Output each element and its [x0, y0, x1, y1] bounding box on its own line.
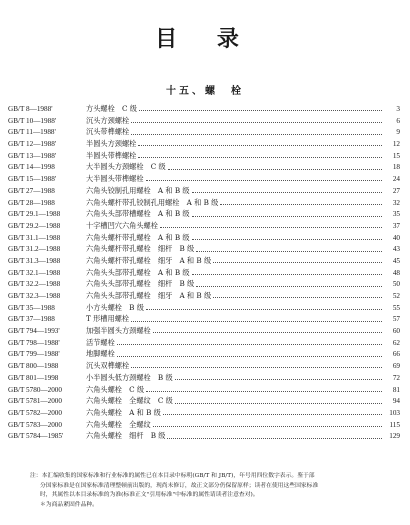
- footnote-line: 时，其属性以本目录标准的为准(标准正文"引用标准"中标准的属性请读者注意查对)。: [40, 492, 259, 498]
- standard-number: GB/T 37—1988: [8, 315, 55, 324]
- toc-entry[interactable]: [8, 302, 400, 314]
- footnote-line: 注：本汇编收集的国家标准和行业标准的属性已在本目录中标明(GB/T 和 JB/T)，年号用四位数字表示。鉴于部: [30, 473, 315, 479]
- standard-number: GB/T 794—1993': [8, 327, 60, 336]
- toc-entry[interactable]: [8, 243, 400, 255]
- standard-number: GB/T 28—1988: [8, 198, 55, 207]
- entry-title: 沉头带榫螺栓: [86, 127, 130, 137]
- standard-number: GB/T 800—1988: [8, 362, 59, 371]
- toc-entry[interactable]: [8, 372, 400, 384]
- toc-entry[interactable]: [8, 126, 400, 138]
- footnote-line: 分国家标准是在国家标准清理整顿前出版的，现尚未修订，故正文部分仍保留原样；读者在使用这些国家标准: [40, 482, 319, 489]
- standard-number: GB/T 29.1—1988: [8, 210, 61, 219]
- dot-leader: [213, 297, 382, 298]
- toc-entry[interactable]: [8, 278, 400, 290]
- entry-title: 六角头铰制孔用螺栓 A 和 B 级: [86, 185, 190, 195]
- page-number: 6: [396, 116, 400, 125]
- page-number: 48: [392, 268, 400, 277]
- page-number: 103: [389, 408, 400, 417]
- entry-title: 地脚螺栓: [86, 349, 115, 359]
- dot-leader: [131, 134, 382, 135]
- toc-entry[interactable]: [8, 395, 400, 407]
- entry-title: 活节螺栓: [86, 337, 115, 347]
- toc-entry[interactable]: [8, 115, 400, 127]
- entry-title: 六角头螺杆带孔螺栓 细杆 B 级: [86, 244, 195, 254]
- toc-entry[interactable]: [8, 220, 400, 232]
- toc-entry[interactable]: [8, 173, 400, 185]
- toc-entry[interactable]: [8, 407, 400, 419]
- standard-number: GB/T 5783—2000: [8, 420, 62, 429]
- standard-number: GB/T 31.3—1988: [8, 256, 61, 265]
- page-number: 3: [396, 105, 400, 113]
- toc-entry[interactable]: [8, 255, 400, 267]
- dot-leader: [163, 414, 382, 415]
- standard-number: GB/T 29.2—1988: [8, 221, 61, 230]
- dot-leader: [192, 274, 382, 275]
- toc-entry[interactable]: [8, 197, 400, 209]
- toc-entry[interactable]: [8, 232, 400, 244]
- dot-leader: [146, 180, 382, 181]
- page-number: 32: [392, 198, 400, 207]
- toc-entry[interactable]: [8, 185, 400, 197]
- page-number: 66: [392, 350, 400, 359]
- dot-leader: [146, 309, 382, 310]
- standard-number: GB/T 32.3—1988: [8, 292, 61, 300]
- entry-title: 六角头螺栓 全螺纹: [86, 419, 151, 429]
- standard-number: GB/T 27—1988: [8, 186, 55, 195]
- entry-title: 六角头螺栓 细杆 B 级: [86, 431, 166, 441]
- entry-title: 六角头螺栓 全螺纹 C 级: [86, 396, 173, 406]
- footnote-line: ＊为商品紧固件品种。: [40, 501, 98, 508]
- page-number: 57: [392, 315, 400, 324]
- toc-entry[interactable]: [8, 430, 400, 442]
- dot-leader: [213, 262, 382, 263]
- toc-entry[interactable]: [8, 103, 400, 115]
- page-number: 115: [389, 420, 400, 429]
- standard-number: GB/T 15—1988': [8, 175, 57, 184]
- dot-leader: [146, 391, 382, 392]
- standard-number: GB/T 13—1988': [8, 151, 57, 160]
- page-number: 94: [392, 397, 400, 406]
- standard-number: GB/T 14—1998: [8, 163, 55, 172]
- standard-number: GB/T 799—1988': [8, 350, 60, 359]
- standard-number: GB/T 5780—2000: [8, 385, 62, 394]
- page-number: 60: [392, 327, 400, 336]
- page-number: 81: [392, 385, 400, 394]
- entry-title: 六角头头部带孔螺栓 细杆 B 级: [86, 279, 195, 289]
- dot-leader: [192, 192, 382, 193]
- dot-leader: [138, 157, 382, 158]
- entry-title: 小方头螺栓 B 级: [86, 302, 144, 312]
- page-number: 72: [392, 373, 400, 382]
- entry-title: 六角头螺栓 A 和 B 级: [86, 407, 161, 417]
- entry-title: 方头螺栓 C 级: [86, 104, 137, 113]
- entry-title: T 形槽用螺栓: [86, 314, 130, 324]
- standard-number: GB/T 798—1988': [8, 338, 60, 347]
- dot-leader: [153, 332, 382, 333]
- dot-leader: [167, 438, 382, 439]
- entry-title: 沉头方颈螺栓: [86, 115, 130, 125]
- page-number: 15: [392, 151, 400, 160]
- toc-entry[interactable]: [8, 150, 400, 162]
- footnote: [30, 472, 400, 510]
- standard-number: GB/T 32.2—1988: [8, 280, 61, 289]
- toc-entry[interactable]: [8, 290, 400, 302]
- dot-leader: [139, 110, 382, 111]
- standard-number: GB/T 31.1—1988: [8, 233, 61, 242]
- dot-leader: [196, 251, 382, 252]
- standard-number: GB/T 5782—2000: [8, 408, 62, 417]
- toc-list: [8, 103, 400, 442]
- dot-leader: [117, 344, 382, 345]
- toc-entry[interactable]: [8, 419, 400, 431]
- dot-leader: [131, 367, 382, 368]
- entry-title: 大半圆头方颈螺栓 C 级: [86, 162, 166, 172]
- dot-leader: [220, 204, 382, 205]
- standard-number: GB/T 801—1998: [8, 373, 59, 382]
- entry-title: 六角头螺栓 C 级: [86, 384, 145, 394]
- entry-title: 十字槽凹穴六角头螺栓: [86, 220, 158, 230]
- dot-leader: [138, 145, 382, 146]
- entry-title: 六角头螺杆带孔螺栓 A 和 B 级: [86, 232, 190, 242]
- entry-title: 六角头螺杆带孔螺栓 细牙 A 和 B 级: [86, 255, 212, 265]
- toc-entry[interactable]: [8, 161, 400, 173]
- page-number: 129: [389, 432, 400, 441]
- toc-entry[interactable]: [8, 267, 400, 279]
- dot-leader: [153, 426, 382, 427]
- standard-number: GB/T 31.2—1988: [8, 245, 61, 254]
- page-number: 50: [392, 280, 400, 289]
- page-number: 37: [392, 221, 400, 230]
- page-number: 55: [392, 303, 400, 312]
- dot-leader: [160, 227, 382, 228]
- toc-entry[interactable]: [8, 348, 400, 360]
- toc-entry[interactable]: [8, 360, 400, 372]
- entry-title: 六角头螺杆带孔铰制孔用螺栓 A 和 B 级: [86, 197, 219, 207]
- standard-number: GB/T 5781—2000: [8, 397, 62, 406]
- dot-leader: [192, 216, 382, 217]
- toc-entry[interactable]: [8, 337, 400, 349]
- standard-number: GB/T 11—1988': [8, 128, 56, 137]
- standard-number: GB/T 32.1—1988: [8, 268, 61, 277]
- page-number: 69: [392, 362, 400, 371]
- dot-leader: [175, 403, 382, 404]
- page-title: 目 录: [155, 27, 255, 52]
- page-number: 52: [392, 292, 400, 300]
- entry-title: 六角头头部带孔螺栓 A 和 B 级: [86, 267, 190, 277]
- page-number: 27: [392, 186, 400, 195]
- dot-leader: [117, 356, 382, 357]
- toc-entry[interactable]: [8, 384, 400, 396]
- page-number: 40: [392, 233, 400, 242]
- entry-title: 小半圆头低方颈螺栓 B 级: [86, 372, 173, 382]
- page-number: 9: [396, 128, 400, 137]
- entry-title: 加强半圆头方颈螺栓: [86, 326, 151, 336]
- page-number: 24: [392, 175, 400, 184]
- dot-leader: [131, 122, 382, 123]
- page-number: 18: [392, 163, 400, 172]
- toc-entry[interactable]: [8, 138, 400, 150]
- standard-number: GB/T 8—1988': [8, 105, 53, 113]
- dot-leader: [168, 169, 382, 170]
- entry-title: 半圆头方颈螺栓: [86, 139, 137, 149]
- entry-title: 六角头头部带槽螺栓 A 和 B 级: [86, 209, 190, 219]
- standard-number: GB/T 5784—1985': [8, 432, 64, 441]
- entry-title: 大半圆头带榫螺栓: [86, 174, 144, 184]
- dot-leader: [192, 239, 382, 240]
- standard-number: GB/T 10—1988': [8, 116, 57, 125]
- entry-title: 沉头双榫螺栓: [86, 361, 130, 371]
- entry-title: 半圆头带榫螺栓: [86, 150, 137, 160]
- page-number: 35: [392, 210, 400, 219]
- section-heading: 十五、螺 栓: [166, 86, 244, 97]
- dot-leader: [196, 286, 382, 287]
- standard-number: GB/T 35—1988: [8, 303, 55, 312]
- standard-number: GB/T 12—1988': [8, 140, 57, 149]
- page-number: 12: [392, 140, 400, 149]
- dot-leader: [131, 321, 382, 322]
- page-number: 43: [392, 245, 400, 254]
- entry-title: 六角头头部带孔螺栓 细牙 A 和 B 级: [86, 291, 212, 300]
- page-number: 62: [392, 338, 400, 347]
- toc-entry[interactable]: [8, 325, 400, 337]
- dot-leader: [175, 379, 382, 380]
- page-number: 45: [392, 256, 400, 265]
- toc-entry[interactable]: [8, 208, 400, 220]
- toc-entry[interactable]: [8, 313, 400, 325]
